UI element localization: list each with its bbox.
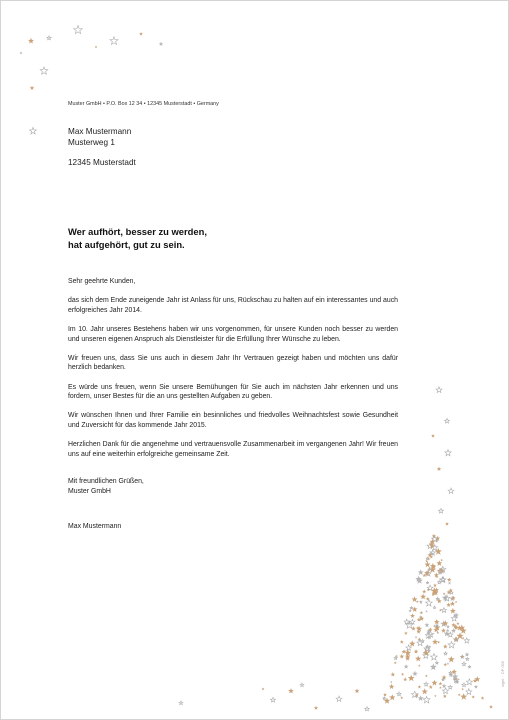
star-icon bbox=[450, 601, 455, 606]
sender-line: Muster GmbH • P.O. Box 12 34 • 12345 Musterstadt • Germany bbox=[68, 101, 219, 107]
star-icon bbox=[418, 685, 422, 688]
paragraph-6: Herzlichen Dank für die angenehme und vertrauensvolle Zusammenarbeit im vergangenen Jahr! Wir freuen uns auf eine weiterhin erfolgreiche gemeinsame Zeit. bbox=[68, 441, 398, 458]
star-icon bbox=[434, 695, 437, 697]
recipient-city: 12345 Musterstadt bbox=[68, 158, 136, 167]
star-icon bbox=[424, 623, 429, 628]
star-icon bbox=[448, 488, 454, 493]
star-icon bbox=[365, 707, 370, 711]
star-icon bbox=[423, 696, 430, 703]
star-icon bbox=[422, 590, 426, 594]
closing bbox=[68, 477, 144, 496]
star-icon bbox=[440, 559, 443, 562]
star-icon bbox=[481, 696, 485, 699]
star-icon bbox=[455, 601, 457, 603]
star-icon bbox=[420, 601, 422, 603]
star-icon bbox=[436, 661, 439, 664]
star-icon bbox=[425, 610, 428, 613]
star-icon bbox=[445, 418, 450, 423]
star-icon bbox=[474, 685, 478, 689]
star-icon bbox=[420, 594, 426, 600]
star-icon bbox=[443, 644, 448, 649]
star-icon bbox=[433, 606, 436, 609]
star-icon bbox=[466, 689, 472, 695]
star-icon bbox=[403, 677, 407, 681]
star-icon bbox=[404, 631, 408, 635]
star-icon bbox=[415, 636, 418, 639]
star-icon bbox=[399, 654, 404, 659]
letter-body bbox=[68, 277, 398, 469]
star-icon bbox=[30, 127, 37, 133]
star-icon bbox=[436, 560, 442, 566]
star-icon bbox=[420, 611, 424, 614]
star-icon bbox=[391, 672, 396, 676]
star-icon bbox=[441, 628, 446, 633]
star-icon bbox=[20, 51, 23, 54]
paragraph-2: Im 10. Jahr unseres Bestehens haben wir uns vorgenommen, für unsere Kunden noch besser zu werden und unseren eigenen Anspruch als Dienstleister für die Erfüllung Ihrer Wünsche zu leben. bbox=[68, 325, 398, 343]
star-icon bbox=[179, 701, 183, 705]
star-icon bbox=[300, 683, 304, 687]
star-icon bbox=[431, 434, 435, 438]
star-icon bbox=[442, 688, 448, 694]
star-icon bbox=[314, 706, 318, 710]
star-icon bbox=[412, 596, 418, 602]
star-icon bbox=[460, 693, 467, 700]
paragraph-1: das sich dem Ende zuneigende Jahr ist Anlass für uns, Rückschau zu halten auf ein interessantes und auch erfolgreiches Jahr 2014. bbox=[68, 297, 398, 314]
star-icon bbox=[436, 597, 439, 600]
star-icon bbox=[418, 569, 424, 575]
star-icon bbox=[451, 669, 457, 674]
star-icon bbox=[447, 577, 452, 581]
star-icon bbox=[414, 649, 419, 653]
star-icon bbox=[390, 681, 393, 683]
star-icon bbox=[424, 682, 428, 686]
star-icon bbox=[442, 675, 447, 680]
star-icon bbox=[415, 656, 421, 662]
signature-name: Max Mustermann bbox=[68, 523, 122, 530]
star-icon bbox=[448, 642, 455, 648]
recipient-address bbox=[68, 126, 136, 168]
star-icon bbox=[444, 652, 447, 655]
star-icon bbox=[462, 637, 465, 640]
star-icon bbox=[429, 685, 433, 689]
star-icon bbox=[468, 666, 471, 668]
star-icon bbox=[456, 622, 459, 625]
star-icon bbox=[436, 631, 439, 634]
star-icon bbox=[426, 582, 428, 584]
salutation: Sehr geehrte Kunden, bbox=[68, 278, 136, 285]
star-icon bbox=[489, 705, 493, 709]
star-icon bbox=[389, 694, 395, 700]
star-icon bbox=[40, 67, 48, 74]
recipient-street: Musterweg 1 bbox=[68, 138, 115, 147]
star-icon bbox=[437, 467, 442, 471]
star-icon bbox=[355, 688, 360, 693]
star-icon bbox=[445, 522, 449, 526]
star-icon bbox=[436, 387, 442, 393]
headline-line-2: hat aufgehört, gut zu sein. bbox=[68, 238, 185, 250]
star-icon bbox=[389, 684, 395, 689]
star-icon bbox=[439, 682, 443, 686]
star-icon bbox=[443, 694, 447, 698]
paragraph-3: Wir freuen uns, dass Sie uns auch in diesem Jahr Ihr Vertrauen gezeigt haben und möchten uns dafür herzlich bedanken. bbox=[68, 354, 398, 372]
product-code: sigel. · DP 095 bbox=[500, 661, 505, 688]
headline-line-1: Wer aufhört, besser zu werden, bbox=[68, 226, 207, 237]
star-icon bbox=[435, 548, 442, 555]
star-icon bbox=[466, 658, 469, 661]
closing-company: Muster GmbH bbox=[68, 487, 111, 495]
paragraph-5: Wir wünschen Ihnen und Ihrer Familie ein besinnliches und friedvolles Weihnachtsfest sowie Gesundheit und Zuversicht für das kommende Jahr 2015. bbox=[68, 412, 398, 429]
star-icon bbox=[418, 664, 421, 666]
star-icon bbox=[422, 688, 428, 694]
star-icon bbox=[462, 662, 466, 666]
star-icon bbox=[410, 613, 415, 618]
star-icon bbox=[418, 695, 424, 701]
star-icon bbox=[447, 662, 450, 665]
star-icon bbox=[394, 661, 397, 664]
star-icon bbox=[410, 619, 415, 624]
star-icon bbox=[448, 656, 455, 663]
star-icon bbox=[394, 656, 397, 659]
star-icon bbox=[159, 42, 164, 46]
star-icon bbox=[397, 692, 401, 696]
star-icon bbox=[443, 663, 447, 666]
star-icon bbox=[383, 697, 386, 700]
star-icon bbox=[431, 654, 438, 661]
star-icon bbox=[288, 688, 294, 693]
star-icon bbox=[433, 624, 436, 627]
headline bbox=[68, 226, 268, 251]
star-icon bbox=[432, 639, 438, 645]
star-icon bbox=[28, 38, 34, 44]
recipient-name: Max Mustermann bbox=[68, 127, 132, 136]
star-icon bbox=[448, 685, 452, 689]
star-icon bbox=[95, 46, 98, 49]
star-icon bbox=[409, 640, 416, 646]
star-icon bbox=[439, 609, 442, 612]
star-icon bbox=[458, 693, 461, 696]
star-icon bbox=[462, 683, 466, 687]
star-icon bbox=[424, 561, 430, 567]
star-icon bbox=[30, 86, 35, 90]
star-icon bbox=[439, 686, 442, 689]
star-icon bbox=[400, 696, 403, 699]
star-icon bbox=[110, 37, 118, 45]
star-icon bbox=[439, 508, 444, 513]
star-icon bbox=[438, 581, 441, 584]
star-icon bbox=[411, 626, 416, 631]
star-icon bbox=[47, 36, 51, 40]
star-icon bbox=[400, 640, 404, 644]
star-icon bbox=[271, 697, 276, 702]
star-icon bbox=[74, 26, 83, 34]
star-icon bbox=[431, 680, 437, 686]
star-icon bbox=[416, 600, 419, 603]
paragraph-4: Es würde uns freuen, wenn Sie unsere Bemühungen für Sie auch im nächsten Jahr erkennen und uns fordern, unser Bestes für die an uns gestellten Aufgaben zu geben. bbox=[68, 383, 398, 401]
star-icon bbox=[466, 653, 469, 656]
star-icon bbox=[443, 685, 446, 688]
star-icon bbox=[412, 671, 418, 676]
star-icon bbox=[466, 679, 472, 685]
star-icon bbox=[444, 631, 450, 637]
star-icon bbox=[408, 609, 412, 612]
star-icon bbox=[472, 695, 475, 698]
star-icon bbox=[464, 638, 469, 643]
star-icon bbox=[450, 608, 456, 614]
star-icon bbox=[443, 592, 446, 595]
star-icon bbox=[446, 603, 451, 607]
star-icon bbox=[445, 450, 451, 456]
star-icon bbox=[425, 675, 428, 678]
star-icon bbox=[416, 626, 422, 632]
star-icon bbox=[426, 600, 433, 606]
star-icon bbox=[461, 688, 464, 691]
star-icon bbox=[442, 608, 447, 613]
star-icon bbox=[401, 673, 404, 676]
star-icon bbox=[448, 581, 451, 584]
star-icon bbox=[336, 696, 342, 701]
star-icon bbox=[433, 583, 437, 587]
star-icon bbox=[383, 693, 387, 697]
star-icon bbox=[139, 32, 143, 36]
star-icon bbox=[262, 687, 265, 690]
star-icon bbox=[405, 665, 408, 668]
closing-greeting: Mit freundlichen Grüßen, bbox=[68, 478, 144, 485]
